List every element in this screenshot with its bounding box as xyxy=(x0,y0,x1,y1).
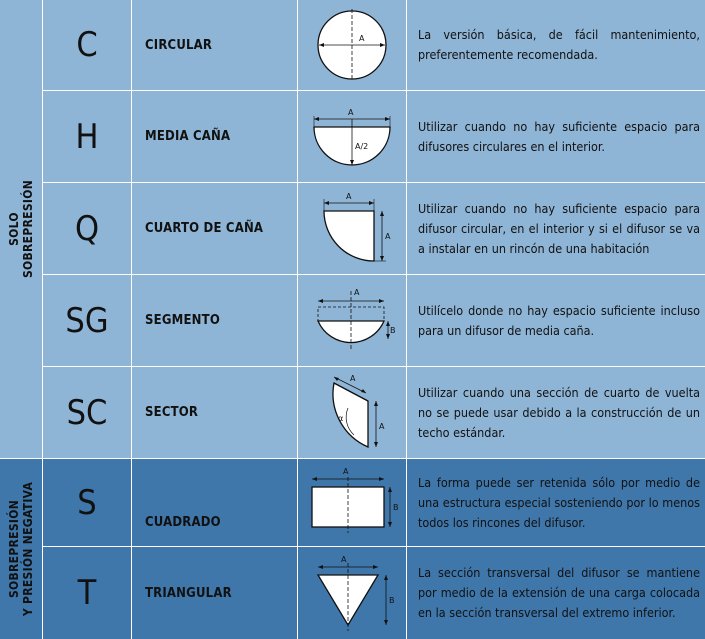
group-label-overpressure-only xyxy=(0,0,42,458)
row-description xyxy=(407,0,705,90)
dim-label-a: A xyxy=(341,555,347,564)
row-description xyxy=(407,459,705,546)
row-name: CUADRADO xyxy=(132,459,297,546)
group-label-overpressure-negative xyxy=(0,459,42,639)
group-label-line1: SOBREPRESIÓN xyxy=(7,499,21,599)
circle-section-icon xyxy=(312,5,392,85)
row-description-text: La sección transversal del difusor se mantiene por medio de la extensión de una carga colocada en la sección transversal del extremo inferior. xyxy=(418,565,700,620)
triangle-section-icon xyxy=(304,551,400,635)
row-description-text: Utilícelo donde no hay espacio suficiente incluso para un difusor de media caña. xyxy=(418,302,700,338)
dim-label-a: A xyxy=(359,34,365,43)
row-code: H xyxy=(43,91,131,182)
dim-label-a: A xyxy=(343,466,349,476)
dim-label-h: A xyxy=(385,231,391,241)
row-name: TRIANGULAR xyxy=(132,547,297,639)
square-section-icon xyxy=(304,465,400,541)
group-label-line2: SOBREPRESIÓN xyxy=(21,179,36,279)
row-description-text: Utilizar cuando una sección de cuarto de vuelta no se puede usar debido a la construcción de un techo estándar. xyxy=(418,384,700,440)
row-shape xyxy=(298,547,406,639)
row-description xyxy=(407,367,705,458)
quarter-round-section-icon xyxy=(310,187,394,271)
row-description-text: Utilizar cuando no hay suficiente espacio para difusores circulares en el interior. xyxy=(418,118,700,154)
row-code: SG xyxy=(43,275,131,366)
dim-label-a: A xyxy=(350,373,356,383)
group-label-line2: Y PRESIÓN NEGATIVA xyxy=(21,481,35,617)
dim-label-h: A/2 xyxy=(355,141,369,151)
row-description xyxy=(407,183,705,274)
dim-label-h: A xyxy=(379,421,385,431)
row-shape xyxy=(298,275,406,366)
row-shape xyxy=(298,91,406,182)
row-name: CUARTO DE CAÑA xyxy=(132,183,297,274)
row-code: S xyxy=(43,459,131,546)
dim-label-a: A xyxy=(354,287,360,297)
row-name: MEDIA CAÑA xyxy=(132,91,297,182)
row-description-text: La versión básica, de fácil mantenimiento, preferentemente recomendada. xyxy=(418,27,700,62)
row-code: C xyxy=(43,0,131,90)
row-name: SEGMENTO xyxy=(132,275,297,366)
dim-label-a: A xyxy=(346,191,352,201)
dim-label-a: A xyxy=(348,107,354,117)
row-name: CIRCULAR xyxy=(132,0,297,90)
row-code: SC xyxy=(43,367,131,458)
row-shape xyxy=(298,0,406,90)
row-shape xyxy=(298,459,406,546)
sector-section-icon xyxy=(310,371,394,455)
group-label-line1: SOLO xyxy=(7,212,22,246)
dim-label-b: B xyxy=(393,502,399,512)
row-shape xyxy=(298,367,406,458)
row-name: SECTOR xyxy=(132,367,297,458)
row-code: T xyxy=(43,547,131,639)
row-shape xyxy=(298,183,406,274)
dim-label-b: B xyxy=(390,325,396,335)
dim-label-angle: α xyxy=(338,413,344,423)
segment-section-icon xyxy=(308,281,396,361)
row-description xyxy=(407,547,705,639)
row-description-text: Utilizar cuando no hay suficiente espacio para difusor circular, en el interior y si el difusor se va a instalar en un rincón de una habitación xyxy=(418,200,700,256)
row-description-text: La forma puede ser retenida sólo por medio de una estructura especial sosteniendo por lo menos todos los rincones del difusor. xyxy=(418,474,700,530)
row-description xyxy=(407,275,705,366)
row-code: Q xyxy=(43,183,131,274)
row-description xyxy=(407,91,705,182)
dim-label-b: B xyxy=(389,596,395,605)
half-round-section-icon xyxy=(310,97,394,177)
